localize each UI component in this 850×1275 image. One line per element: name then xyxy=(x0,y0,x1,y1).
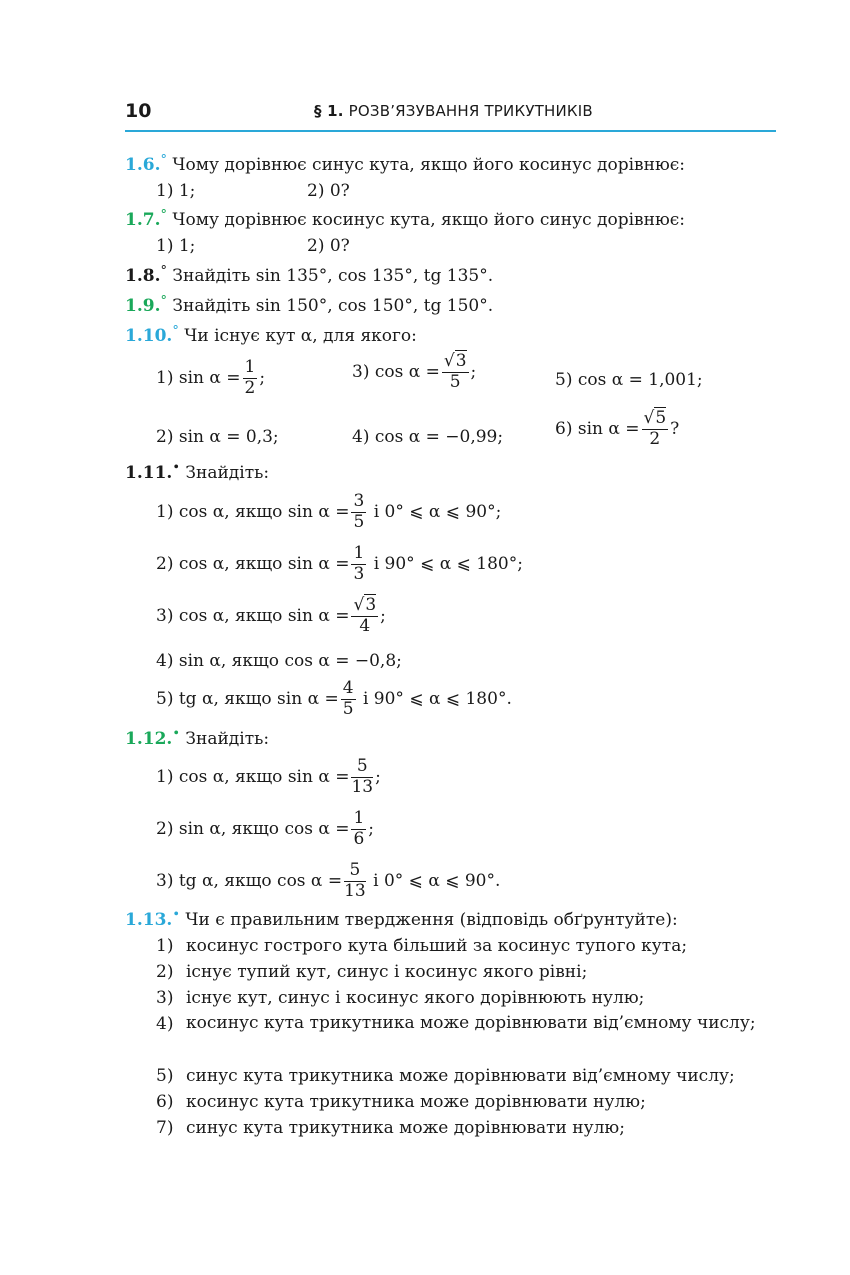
fraction xyxy=(642,410,669,449)
problem-text: Чому дорівнює косинус кута, якщо його синус дорівнює: xyxy=(172,210,685,230)
problem-number: 1.7. xyxy=(125,210,161,230)
fraction xyxy=(344,862,366,901)
item-text: і 90° ⩽ α ⩽ 180°; xyxy=(373,553,523,574)
problem-1-7 xyxy=(125,207,685,230)
item-text: ; xyxy=(375,766,381,787)
page-header xyxy=(125,98,776,132)
item-text: 2) sin α, якщо cos α = xyxy=(156,818,350,839)
denominator: 6 xyxy=(353,828,365,849)
problem-1-12-item-1 xyxy=(156,758,381,797)
item-text: ; xyxy=(368,818,375,839)
problem-1-8 xyxy=(125,263,494,286)
denominator: 5 xyxy=(353,511,365,532)
problem-1-10 xyxy=(125,323,417,346)
item-text: 5) tg α, якщо sin α = xyxy=(156,688,339,709)
difficulty-mark: ° xyxy=(172,323,179,339)
problem-1-12 xyxy=(125,726,270,749)
problem-1-6-item-1: 1) 1; xyxy=(156,181,196,201)
item-index: 1) xyxy=(156,936,174,956)
radicand: 3 xyxy=(365,595,377,615)
denominator: 2 xyxy=(649,428,661,449)
item-text: 1) cos α, якщо sin α = xyxy=(156,766,350,787)
difficulty-mark: ° xyxy=(160,207,167,223)
difficulty-mark: • xyxy=(172,460,180,476)
numerator: 4 xyxy=(342,678,354,698)
problem-text: Чому дорівнює синус кута, якщо його косинус дорівнює: xyxy=(172,155,685,175)
denominator: 2 xyxy=(244,377,256,398)
fraction xyxy=(351,493,366,532)
fraction xyxy=(442,353,469,392)
page-number: 10 xyxy=(125,100,152,122)
denominator: 3 xyxy=(353,563,365,584)
difficulty-mark: ° xyxy=(160,293,167,309)
problem-1-6-item-2: 2) 0? xyxy=(307,181,350,201)
item-text: і 0° ⩽ α ⩽ 90°; xyxy=(373,501,502,522)
difficulty-mark: • xyxy=(172,726,180,742)
item-index: 2) xyxy=(156,962,174,982)
difficulty-mark: • xyxy=(172,907,180,923)
problem-text: Знайдіть sin 135°, cos 135°, tg 135°. xyxy=(172,266,494,286)
problem-1-7-item-2: 2) 0? xyxy=(307,236,350,256)
problem-1-11-item-2 xyxy=(156,545,523,584)
item-text: 3) cos α = xyxy=(352,361,440,382)
fraction xyxy=(341,680,356,719)
fraction xyxy=(351,810,366,849)
denominator: 4 xyxy=(359,615,371,636)
sqrt-sign: √ xyxy=(443,351,455,371)
numerator: 1 xyxy=(244,357,256,377)
problem-1-11 xyxy=(125,460,270,483)
problem-1-12-item-2 xyxy=(156,810,374,849)
fraction xyxy=(351,545,366,584)
problem-1-6 xyxy=(125,152,685,175)
problem-1-10-item-5: 5) cos α = 1,001; xyxy=(555,370,703,390)
problem-number: 1.10. xyxy=(125,326,173,346)
radicand: 5 xyxy=(655,408,667,428)
item-text: косинус кута трикутника може дорівнювати від’ємному числу; xyxy=(186,1013,756,1033)
problem-1-13 xyxy=(125,907,678,930)
item-index: 4) xyxy=(156,1014,174,1034)
item-text: 3) tg α, якщо cos α = xyxy=(156,870,343,891)
item-text: 1) sin α = xyxy=(156,367,241,388)
problem-1-10-item-2: 2) sin α = 0,3; xyxy=(156,427,279,447)
item-text: косинус кута трикутника може дорівнювати нулю; xyxy=(186,1092,646,1112)
item-text: синус кута трикутника може дорівнювати від’ємному числу; xyxy=(186,1066,735,1086)
item-text: 6) sin α = xyxy=(555,418,640,439)
problem-1-11-item-4: 4) sin α, якщо cos α = −0,8; xyxy=(156,651,402,671)
item-text: і 0° ⩽ α ⩽ 90°. xyxy=(373,870,501,891)
item-text: 3) cos α, якщо sin α = xyxy=(156,605,350,626)
item-text: 2) cos α, якщо sin α = xyxy=(156,553,350,574)
problem-text: Знайдіть: xyxy=(185,729,270,749)
denominator: 13 xyxy=(351,776,374,797)
numerator: 5 xyxy=(344,862,366,882)
difficulty-mark: ° xyxy=(160,152,167,168)
problem-text: Чи є правильним твердження (відповідь обґрунтуйте): xyxy=(185,910,678,930)
section-sign: § 1. xyxy=(314,102,344,120)
item-index: 5) xyxy=(156,1066,174,1086)
problem-number: 1.11. xyxy=(125,463,173,483)
item-index: 6) xyxy=(156,1092,174,1112)
denominator: 13 xyxy=(344,880,366,901)
problem-text: Знайдіть: xyxy=(185,463,270,483)
item-text: існує кут, синус і косинус якого дорівнюють нулю; xyxy=(186,988,645,1008)
problem-1-11-item-3 xyxy=(156,597,386,636)
running-head xyxy=(314,102,593,120)
item-text: косинус гострого кута більший за косинус тупого кута; xyxy=(186,936,688,956)
item-text: ; xyxy=(470,361,477,382)
item-text: синус кута трикутника може дорівнювати нулю; xyxy=(186,1118,625,1138)
sqrt-sign: √ xyxy=(353,595,365,615)
problem-1-11-item-5 xyxy=(156,680,512,719)
item-text: 1) cos α, якщо sin α = xyxy=(156,501,350,522)
radicand: 3 xyxy=(455,351,467,371)
numerator: 5 xyxy=(351,758,373,778)
item-index: 3) xyxy=(156,988,174,1008)
difficulty-mark: ° xyxy=(160,263,167,279)
problem-number: 1.12. xyxy=(125,729,173,749)
numerator: 1 xyxy=(353,543,365,563)
problem-number: 1.9. xyxy=(125,296,161,316)
numerator: 1 xyxy=(353,808,365,828)
problem-number: 1.13. xyxy=(125,910,173,930)
problem-text: Чи існує кут α, для якого: xyxy=(184,326,417,346)
problem-1-12-item-3 xyxy=(156,862,500,901)
denominator: 5 xyxy=(449,371,461,392)
fraction xyxy=(351,597,378,636)
problem-1-10-item-1 xyxy=(156,359,265,398)
problem-1-10-item-3 xyxy=(352,353,476,392)
problem-number: 1.8. xyxy=(125,266,161,286)
item-text: ? xyxy=(670,418,680,439)
problem-text: Знайдіть sin 150°, cos 150°, tg 150°. xyxy=(172,296,494,316)
item-text: ; xyxy=(259,367,266,388)
item-text: ; xyxy=(380,605,386,626)
problem-1-10-item-6 xyxy=(555,410,679,449)
section-title: РОЗВ’ЯЗУВАННЯ ТРИКУТНИКІВ xyxy=(348,102,593,120)
problem-1-9 xyxy=(125,293,494,316)
fraction xyxy=(243,359,258,398)
fraction xyxy=(351,758,373,797)
problem-1-11-item-1 xyxy=(156,493,501,532)
item-text: існує тупий кут, синус і косинус якого рівні; xyxy=(186,962,588,982)
numerator: 3 xyxy=(353,491,365,511)
problem-1-7-item-1: 1) 1; xyxy=(156,236,196,256)
problem-number: 1.6. xyxy=(125,155,161,175)
item-text: і 90° ⩽ α ⩽ 180°. xyxy=(362,688,512,709)
item-index: 7) xyxy=(156,1118,174,1138)
problem-1-10-item-4: 4) cos α = −0,99; xyxy=(352,427,504,447)
denominator: 5 xyxy=(342,698,354,719)
sqrt-sign: √ xyxy=(643,408,655,428)
